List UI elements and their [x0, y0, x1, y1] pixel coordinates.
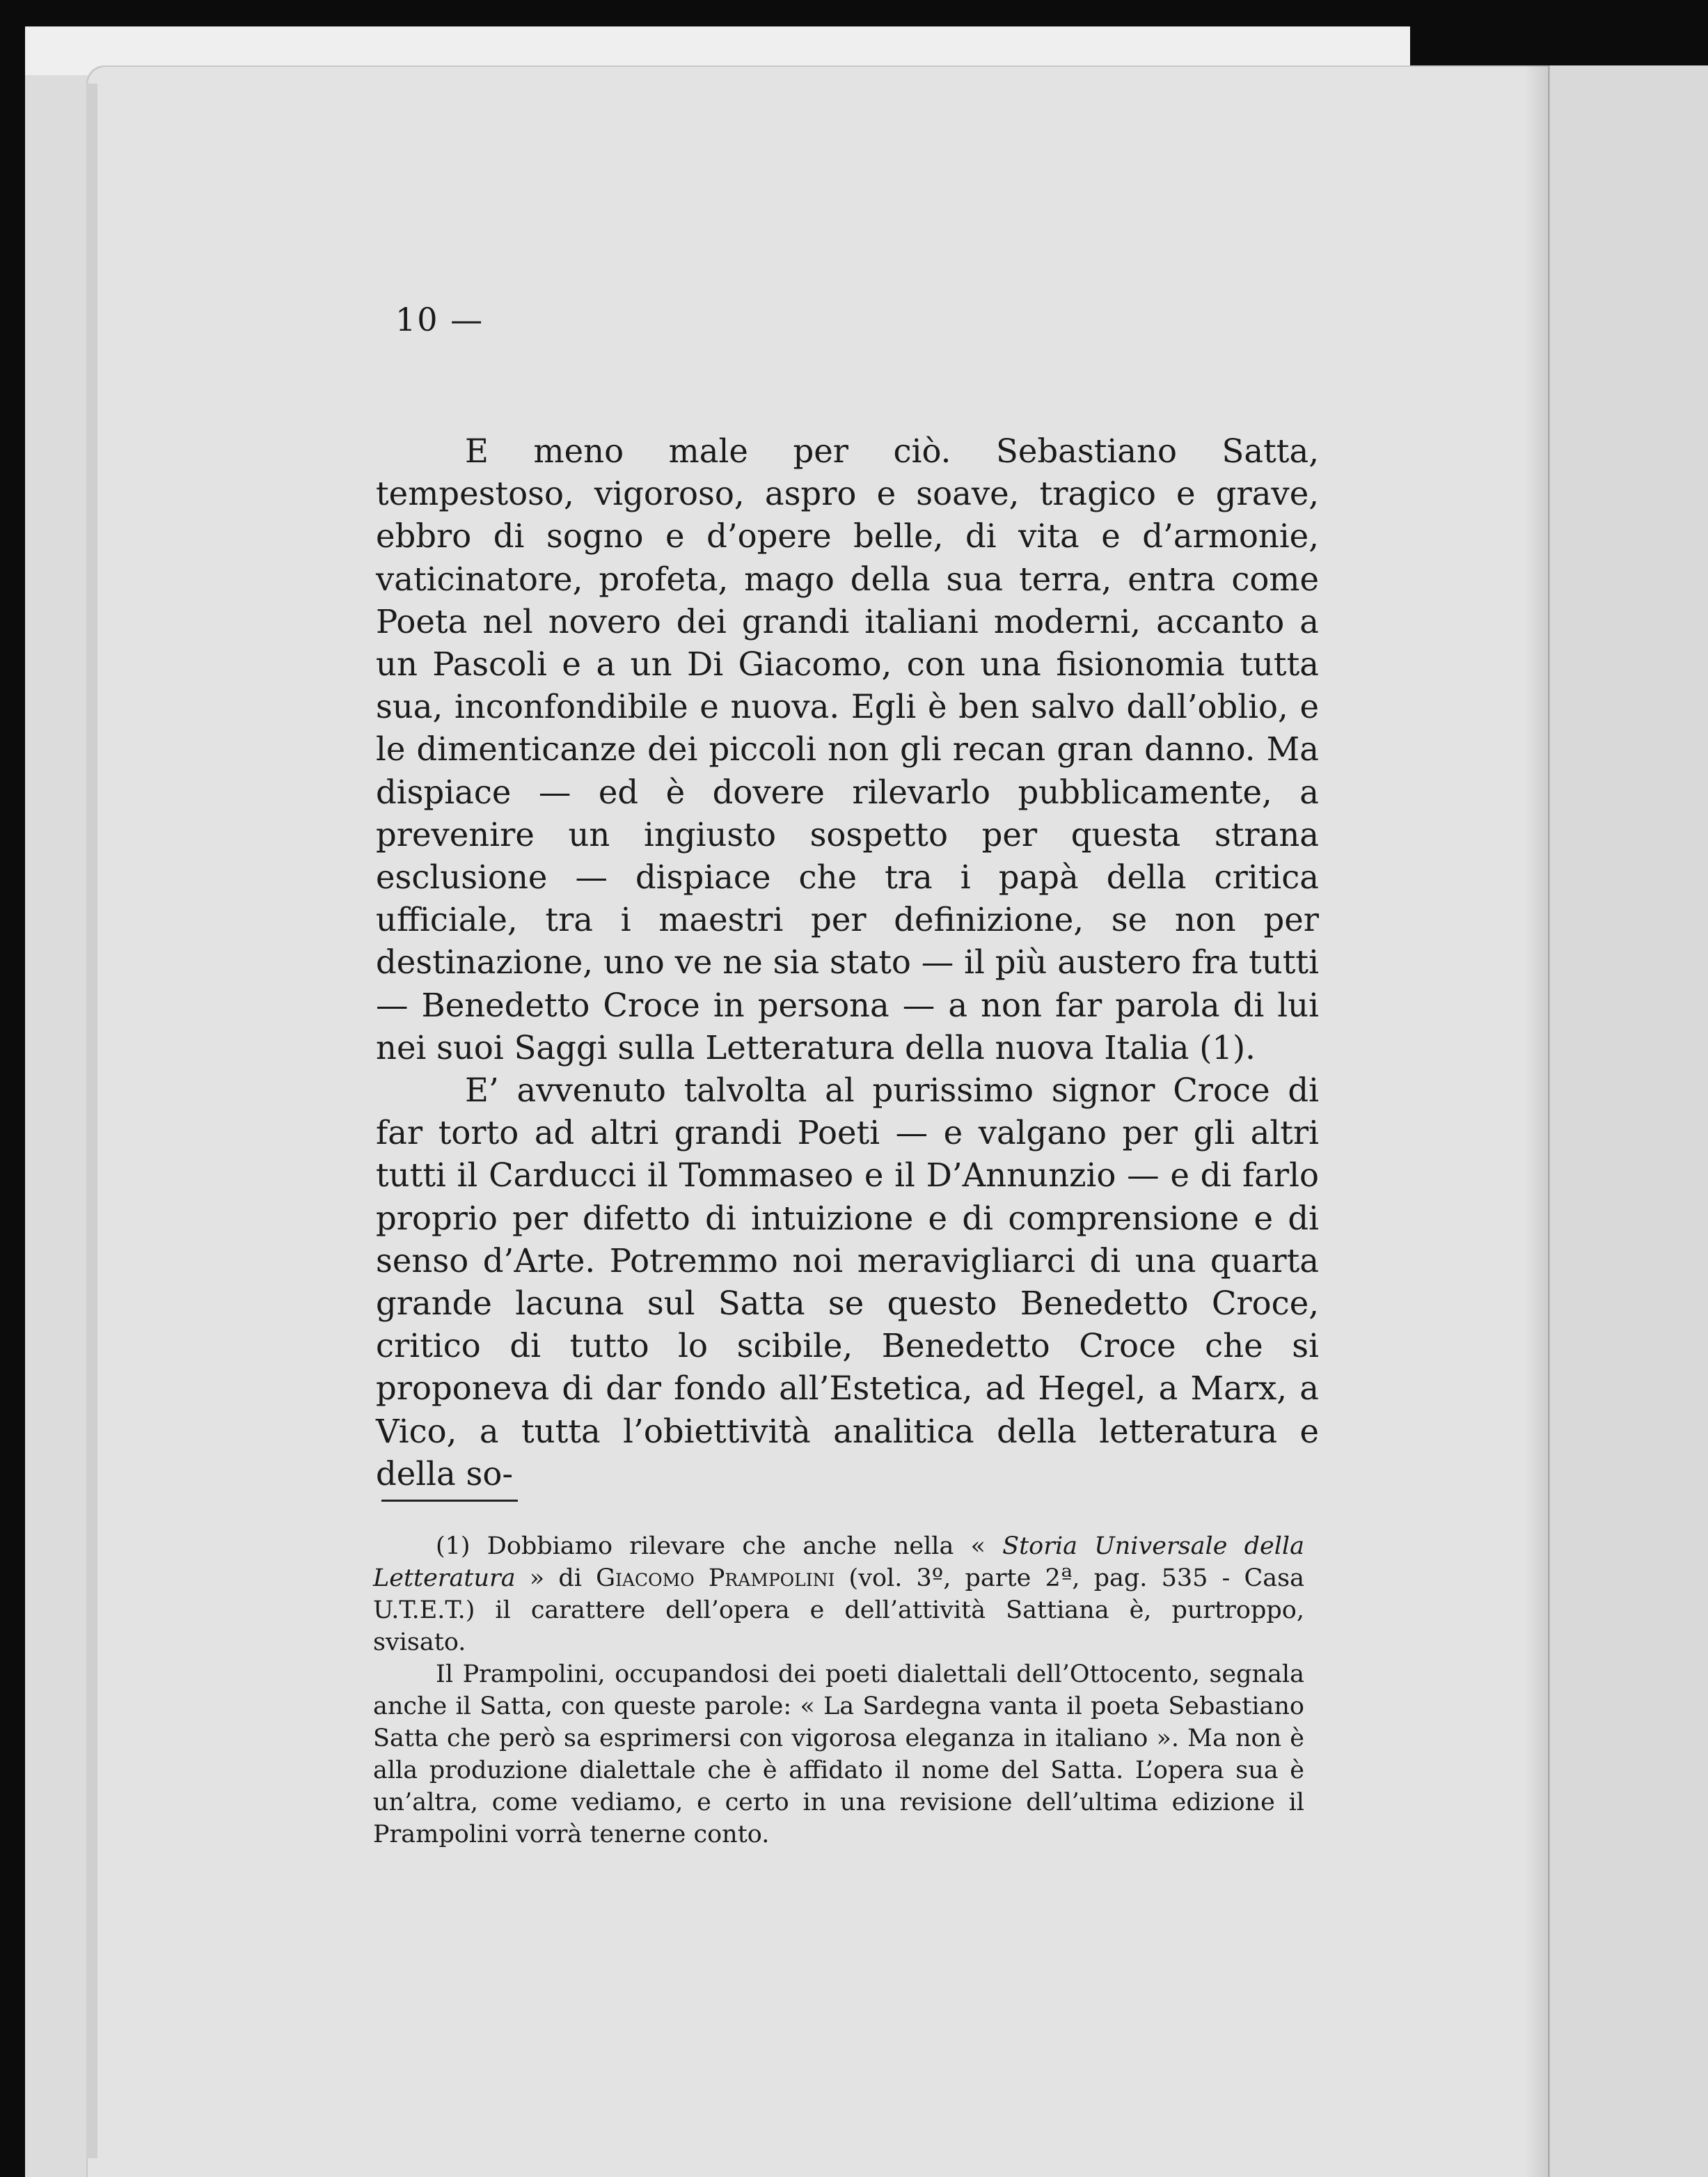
footnote-1-rest: (vol. 3º, parte 2ª, pag. 535 - Casa U.T.E.T.) il carattere dell’opera e dell’attività Sattiana è, purtroppo, svisato.: [373, 1564, 1304, 1656]
paragraph-2: E’ avvenuto talvolta al purissimo signor Croce di far torto ad altri grandi Poeti — e valgano per gli altri tutti il Carducci il Tommaseo e il D’Annunzio — e di farlo proprio per difetto di intuizione e di comprensione e di senso d’Arte. Potremmo noi meravigliarci di una quarta grande lacuna sul Satta se questo Benedetto Croce, critico di tutto lo scibile, Benedetto Croce che si proponeva di dar fondo all’Estetica, ad Hegel, a Marx, a Vico, a tutta l’obiettività analitica della letteratura e della so-: [376, 1071, 1319, 1493]
main-text: [376, 430, 1319, 1495]
footnote-1-prefix: (1) Dobbiamo rilevare che anche nella «: [436, 1532, 1003, 1560]
page-edge: [86, 84, 97, 2158]
footnote-1-author: Giacomo Prampolini: [596, 1564, 835, 1592]
running-head: 10 —: [395, 301, 484, 338]
facing-page-edge: [1548, 65, 1708, 2177]
footnote-1-mid: » di: [515, 1564, 596, 1592]
footnote-2: Il Prampolini, occupandosi dei poeti dialettali dell’Ottocento, segnala anche il Satta, con queste parole: « La Sardegna vanta il poeta Sebastiano Satta che però sa esprimersi con vigorosa eleganza in italiano ». Ma non è alla produzione dialettale che è affidato il nome del Satta. L’opera sua è un’altra, come vediamo, e certo in una revisione dell’ultima edizione il Prampolini vorrà tenerne conto.: [373, 1660, 1304, 1848]
footnote: [373, 1530, 1304, 1850]
gutter-shadow: [1524, 65, 1549, 2177]
paragraph-1: E meno male per ciò. Sebastiano Satta, tempestoso, vigoroso, aspro e soave, tragico e grave, ebbro di sogno e d’opere belle, di vita e d’armonie, vaticinatore, profeta, mago della sua terra, entra come Poeta nel novero dei grandi italiani moderni, accanto a un Pascoli e a un Di Giacomo, con una fisionomia tutta sua, inconfondibile e nuova. Egli è ben salvo dall’oblio, e le dimenticanze dei piccoli non gli recan gran danno. Ma dispiace — ed è dovere rilevarlo pubblicamente, a prevenire un ingiusto sospetto per questa strana esclusione — dispiace che tra i papà della critica ufficiale, tra i maestri per definizione, se non per destinazione, uno ve ne sia stato — il più austero fra tutti — Benedetto Croce in persona — a non far parola di lui nei suoi Saggi sulla Letteratura della nuova Italia (1).: [376, 432, 1319, 1067]
footnote-1-title: Storia Universale della Letteratura: [373, 1532, 1304, 1592]
footnote-rule: [381, 1500, 518, 1502]
scan-background: [1410, 0, 1708, 65]
footnote-1: [373, 1530, 1304, 1658]
